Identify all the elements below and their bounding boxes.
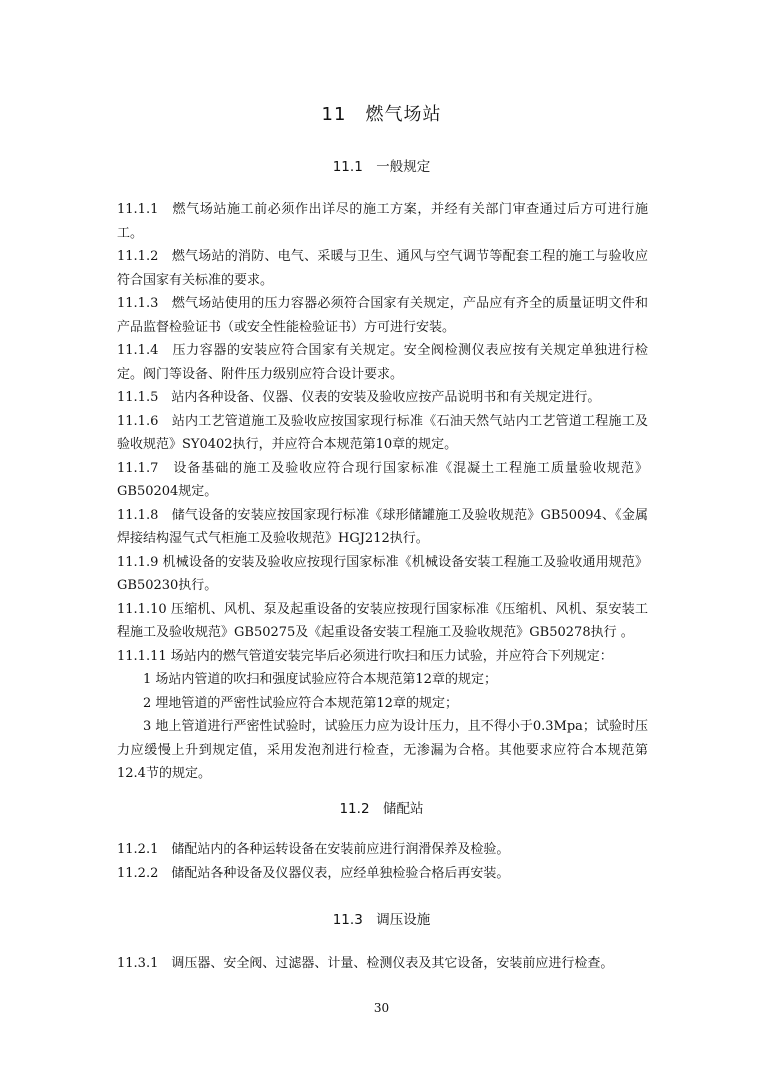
clause-11-1-11: 11.1.11 场站内的燃气管道安装完毕后必须进行吹扫和压力试验，并应符合下列规定： <box>117 648 613 664</box>
clause-11-1-4: 11.1.4 压力容器的安装应符合国家有关规定。安全阀检测仪表应按有关规定单独进行检定。阀门等设备、附件压力级别应符合设计要求。 <box>117 343 648 382</box>
clause-11-1-1: 11.1.1 燃气场站施工前必须作出详尽的施工方案，并经有关部门审查通过后方可进行施工。 <box>117 202 648 241</box>
clause-11-1-8: 11.1.8 储气设备的安装应按国家现行标准《球形储罐施工及验收规范》GB50094、《金属焊接结构湿气式气柜施工及验收规范》HGJ212执行。 <box>117 507 648 546</box>
clause-11-1-5: 11.1.5 站内各种设备、仪器、仪表的安装及验收应按产品说明书和有关规定进行。 <box>117 390 601 405</box>
clause-11-3-1: 11.3.1 调压器、安全阀、过滤器、计量、检测仪表及其它设备，安装前应进行检查。 <box>117 956 614 971</box>
section-heading-11-2: 11.2 储配站 <box>339 801 424 817</box>
section-body-11-3 <box>117 952 648 976</box>
clause-11-1-10: 11.1.10 压缩机、风机、泵及起重设备的安装应按现行国家标准《压缩机、风机、泵安装工程施工及验收规范》GB50275及《起重设备安装工程施工及验收规范》GB50278执行 。 <box>117 601 648 640</box>
clause-11-1-11-item-1: 1 场站内管道的吹扫和强度试验应符合本规范第12章的规定； <box>143 672 497 687</box>
section-heading-11-1: 11.1 一般规定 <box>332 159 431 175</box>
clause-11-1-11-item-2: 2 埋地管道的严密性试验应符合本规范第12章的规定； <box>143 695 458 711</box>
clause-11-1-11-item-3: 3 地上管道进行严密性试验时，试验压力应为设计压力，且不得小于0.3Mpa；试验时压力应缓慢上升到规定值，采用发泡剂进行检查，无渗漏为合格。其他要求应符合本规范第12.4节的规定。 <box>117 719 648 781</box>
clause-11-2-1: 11.2.1 储配站内的各种运转设备在安装前应进行润滑保养及检验。 <box>117 842 510 857</box>
section-heading-11-3: 11.3 调压设施 <box>332 912 431 928</box>
clause-11-1-7: 11.1.7 设备基础的施工及验收应符合现行国家标准《混凝土工程施工质量验收规范》GB50204规定。 <box>117 460 648 499</box>
section-body-11-2 <box>117 838 648 885</box>
chapter-title: 11 燃气场站 <box>321 104 442 125</box>
clause-11-2-2: 11.2.2 储配站各种设备及仪器仪表，应经单独检验合格后再安装。 <box>117 865 510 881</box>
page-number: 30 <box>373 1001 390 1015</box>
clause-11-1-3: 11.1.3 燃气场站使用的压力容器必须符合国家有关规定，产品应有齐全的质量证明文件和产品监督检验证书（或安全性能检验证书）方可进行安装。 <box>117 296 648 335</box>
clause-11-1-9: 11.1.9 机械设备的安装及验收应按现行国家标准《机械设备安装工程施工及验收通用规范》GB50230执行。 <box>117 554 648 593</box>
section-body-11-1 <box>117 198 648 786</box>
clause-11-1-2: 11.1.2 燃气场站的消防、电气、采暖与卫生、通风与空气调节等配套工程的施工与验收应符合国家有关标准的要求。 <box>117 249 648 288</box>
clause-11-1-6: 11.1.6 站内工艺管道施工及验收应按国家现行标准《石油天然气站内工艺管道工程施工及验收规范》SY0402执行，并应符合本规范第10章的规定。 <box>117 413 648 452</box>
